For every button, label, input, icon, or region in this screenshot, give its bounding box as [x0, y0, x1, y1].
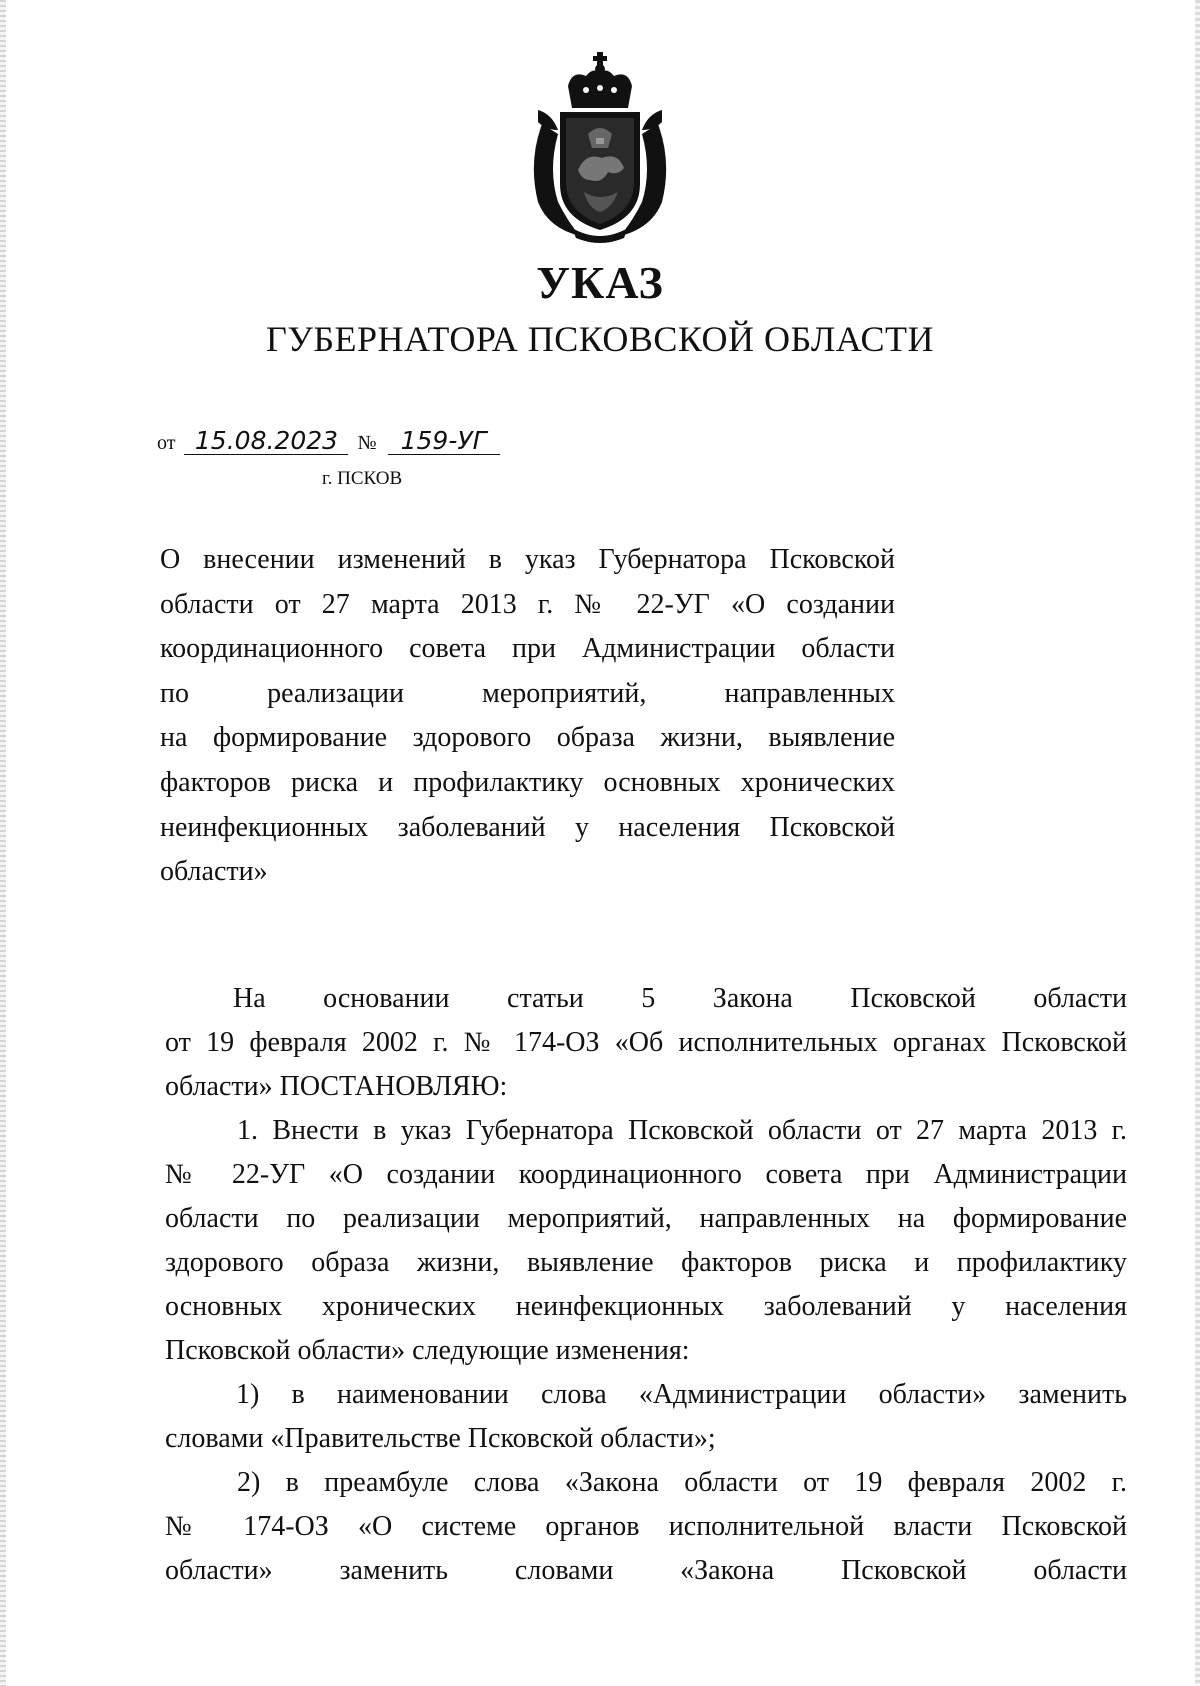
- item-line: основных хронических неинфекционных заболеваний у населения: [165, 1291, 1127, 1322]
- item-line: области по реализации мероприятий, направленных на формирование: [165, 1203, 1127, 1234]
- subject-line: области»: [160, 856, 268, 888]
- preamble-line: На основании статьи 5 Закона Псковской области: [233, 983, 1127, 1014]
- subject-line: неинфекционных заболеваний у населения Псковской: [160, 811, 895, 843]
- coat-of-arms-icon: [528, 52, 672, 244]
- city-label: г. ПСКОВ: [322, 468, 403, 489]
- subitem-line: 1) в наименовании слова «Администрации области» заменить: [236, 1379, 1127, 1410]
- scan-edge-right: [1195, 0, 1200, 1686]
- scan-edge-left: [0, 0, 6, 1686]
- preamble-line: области» ПОСТАНОВЛЯЮ:: [165, 1071, 508, 1102]
- item-line: Псковской области» следующие изменения:: [165, 1335, 690, 1366]
- item-line: 1. Внести в указ Губернатора Псковской области от 27 марта 2013 г.: [237, 1115, 1127, 1146]
- subject-line: координационного совета при Администрации области: [160, 633, 895, 665]
- document-subtitle: ГУБЕРНАТОРА ПСКОВСКОЙ ОБЛАСТИ: [266, 319, 934, 359]
- subject-line: по реализации мероприятий, направленных: [160, 677, 895, 709]
- document-title: УКАЗ: [536, 257, 664, 308]
- subject-line: факторов риска и профилактику основных хронических: [160, 766, 895, 798]
- document-body: [165, 977, 1127, 1593]
- date-value: 15.08.2023: [184, 428, 348, 455]
- subject-line: О внесении изменений в указ Губернатора Псковской: [160, 544, 895, 575]
- number-value: 159-УГ: [388, 428, 500, 455]
- subitem-line: области» заменить словами «Закона Псковской области: [165, 1555, 1127, 1586]
- subject-line: на формирование здорового образа жизни, выявление: [160, 722, 895, 754]
- subitem-line: № 174-ОЗ «О системе органов исполнительной власти Псковской: [165, 1511, 1127, 1542]
- subject-heading: [160, 538, 895, 895]
- number-prefix: №: [357, 432, 377, 454]
- item-line: № 22-УГ «О создании координационного совета при Администрации: [165, 1159, 1127, 1190]
- preamble-line: от 19 февраля 2002 г. № 174-ОЗ «Об исполнительных органах Псковской: [165, 1027, 1127, 1058]
- item-line: здорового образа жизни, выявление факторов риска и профилактику: [165, 1247, 1127, 1278]
- subitem-line: словами «Правительстве Псковской области»;: [165, 1423, 716, 1454]
- date-number-line: [157, 428, 500, 455]
- date-prefix: от: [157, 432, 176, 454]
- subject-line: области от 27 марта 2013 г. № 22-УГ «О создании: [160, 588, 895, 620]
- subitem-line: 2) в преамбуле слова «Закона области от 19 февраля 2002 г.: [237, 1467, 1127, 1498]
